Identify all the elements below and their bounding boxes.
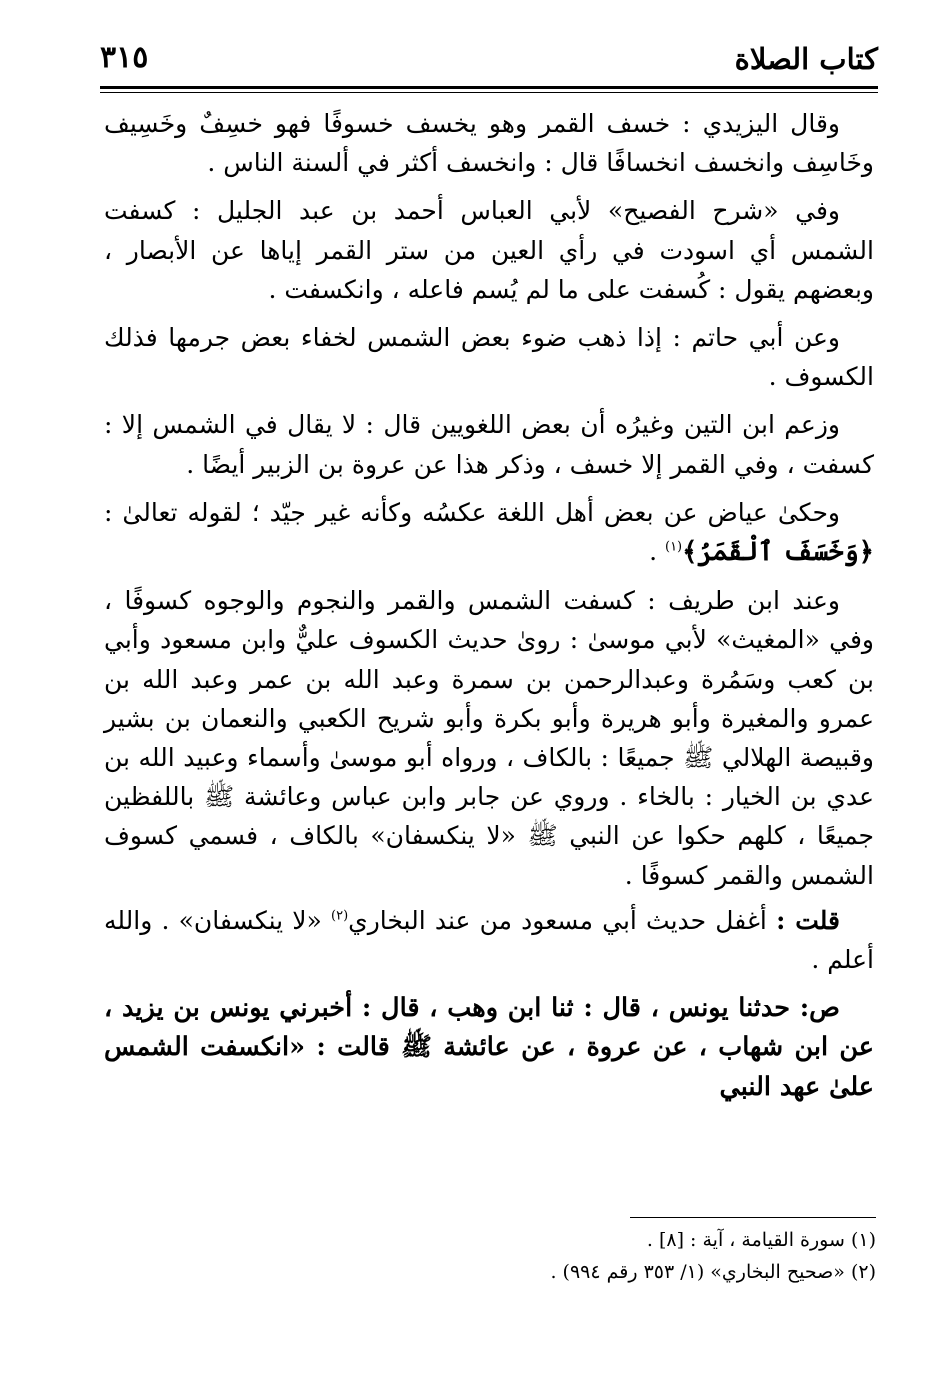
footnote-separator <box>630 1217 876 1218</box>
header-rule-thin <box>100 92 878 93</box>
footnote-2: (٢) «صحيح البخاري» (١/ ٣٥٣ رقم ٩٩٤) . <box>550 1261 876 1283</box>
chapter-title: كتاب الصلاة <box>734 42 878 76</box>
footnote-1: (١) سورة القيامة ، آية : [٨] . <box>646 1229 876 1251</box>
paragraph-abi-hatim: وعن أبي حاتم : إذا ذهب ضوء بعض الشمس لخفاء بعض جرمها فذلك الكسوف . <box>104 323 874 392</box>
header-rule-thick <box>100 86 878 89</box>
footnotes <box>276 1224 876 1288</box>
qultu-text: أغفل حديث أبي مسعود من عند البخاري <box>348 905 777 935</box>
iyad-text: وحكىٰ عياض عن بعض أهل اللغة عكسُه وكأنه غير جيّد ؛ لقوله تعالىٰ : <box>104 497 840 527</box>
footnote-ref-2[interactable]: (٢) <box>331 908 349 924</box>
paragraph-qultu <box>104 901 874 979</box>
page-number: ٣١٥ <box>100 40 149 75</box>
paragraph-iyad <box>104 493 874 572</box>
paragraph-ibn-al-tin: وزعم ابن التين وغيرُه أن بعض اللغويين قال : لا يقال في الشمس إلا : كسفت ، وفي القمر إلا خسف ، وذكر هذا عن عروة بن الزبير أيضًا . <box>104 410 874 479</box>
iyad-end: . <box>649 537 665 567</box>
paragraph-sharh-al-fasih: وفي «شرح الفصيح» لأبي العباس أحمد بن عبد الجليل : كسفت الشمس أي اسودت في رأي العين من ستر القمر إياها عن الأبصار ، وبعضهم يقول : كُسفت على ما لم يُسم فاعله ، وانكسفت . <box>104 196 874 304</box>
footnote-ref-1[interactable]: (١) <box>664 539 683 555</box>
paragraph-ibn-tarif: وعند ابن طريف : كسفت الشمس والقمر والنجوم والوجوه كسوفًا ، وفي «المغيث» لأبي موسىٰ : روىٰ حديث الكسوف عليٌّ وابن مسعود وأبي بن كعب وسَمُرة وعبدالرحمن بن سمرة وعبد الله بن عمر وعبد الله بن عمرو والمغيرة وأبو هريرة وأبو بكرة وأبو شريح الكعبي والنعمان بن بشير وقبيصة الهلالي ﷺ جميعًا : بالكاف ، ورواه أبو موسىٰ وأسماء وعبيد الله بن عدي بن الخيار : بالخاء . وروي عن جابر وابن عباس وعائشة ﷺ باللفظين جميعًا ، كلهم حكوا عن النبي ﷺ «لا ينكسفان» بالكاف ، فسمي كسوف الشمس والقمر كسوفًا . <box>104 586 874 890</box>
page-header <box>100 38 878 86</box>
paragraph-yazidi: وقال اليزيدي : خسف القمر وهو يخسف خسوفًا فهو خسِفٌ وخَسِيف وخَاسِف وانخسف انخسافًا قال : وانخسف أكثر في ألسنة الناس . <box>104 109 874 178</box>
qultu-end: «لا ينكسفان» . والله أعلم . <box>104 905 874 975</box>
qultu-label: قلت : <box>776 905 840 935</box>
quran-verse: ﴿وَخَسَفَ ٱلْقَمَرُ﴾ <box>682 537 874 568</box>
paragraph-hadith-isnad: ص: حدثنا يونس ، قال : ثنا ابن وهب ، قال : أخبرني يونس بن يزيد ، عن ابن شهاب ، عن عروة ، عن عائشة ﷺ قالت : «انكسفت الشمس علىٰ عهد النبي <box>104 993 874 1102</box>
page-body <box>104 104 874 1116</box>
